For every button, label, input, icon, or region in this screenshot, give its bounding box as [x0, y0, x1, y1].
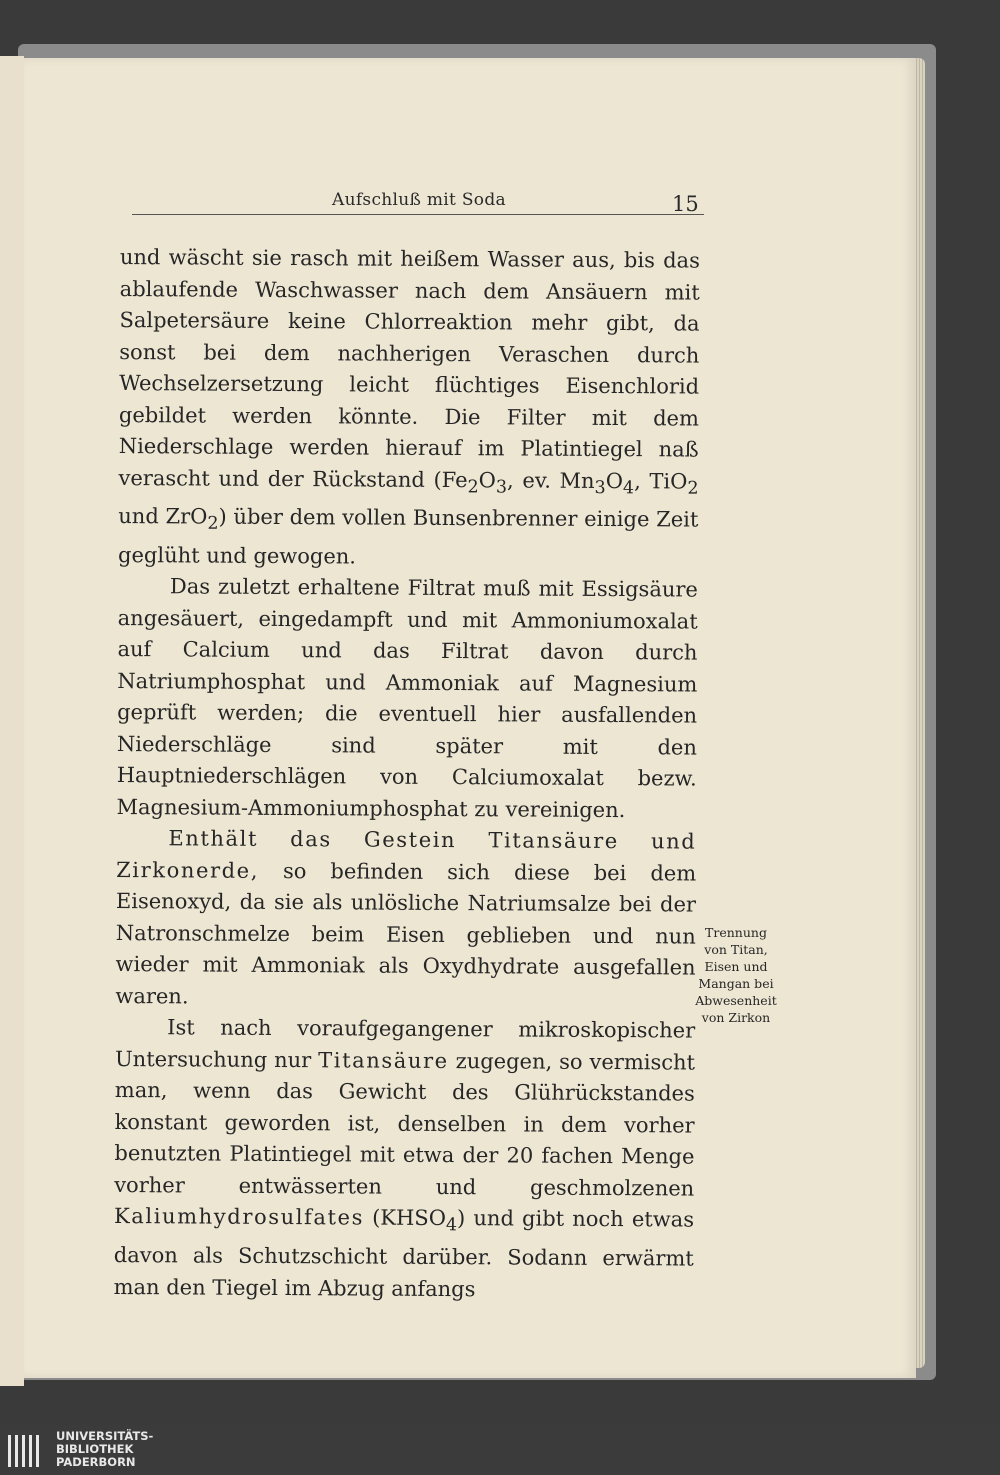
- margin-note-line: Eisen und: [704, 959, 768, 974]
- emphasis-text: Enthält das Gestein Titansäure und Zirkonerde,: [116, 826, 697, 883]
- library-name-line: PADERBORN: [56, 1455, 136, 1469]
- paragraph-4: [114, 1012, 696, 1306]
- text-run: O: [478, 467, 497, 492]
- paragraph-2: Das zuletzt erhaltene Filtrat muß mit Essigsäure angesäuert, eingedampft und mit Ammoniumoxalat auf Calcium und das Filtrat davon durch Natriumphosphat und Ammoniak auf Magnesium geprüft werden; die eventuell hier ausfallenden Niederschläge sind später mit den Hauptniederschlägen von Calciumoxalat bezw. Magnesium-Ammoniumphosphat zu vereinigen.: [116, 574, 698, 822]
- library-name: [56, 1430, 153, 1469]
- text-run: ) über dem vollen Bunsenbrenner einige Zeit geglüht und gewogen.: [118, 504, 699, 569]
- margin-note-line: Abwesenheit: [695, 993, 777, 1008]
- text-run: (KHSO: [363, 1205, 447, 1231]
- paragraph-1: [118, 242, 700, 575]
- text-run: ) und gibt noch etwas davon als Schutzschicht darüber. Sodann erwärmt man den Tiegel im Abzug anfangs: [113, 1206, 695, 1301]
- page-header: [132, 186, 704, 215]
- running-title: Aufschluß mit Soda: [332, 190, 506, 210]
- emphasis-text: Kaliumhydrosulfates: [113, 1204, 365, 1230]
- margin-note-line: von Zirkon: [701, 1010, 771, 1025]
- library-footer: [0, 1425, 1000, 1475]
- subscript: 2: [207, 513, 219, 534]
- text-run: , TiO: [634, 468, 688, 493]
- text-run: O: [605, 468, 624, 493]
- subscript: 2: [467, 476, 479, 497]
- text-run: , ev. Mn: [507, 467, 595, 493]
- emphasis-text: Titansäure: [318, 1048, 449, 1073]
- margin-note: [688, 924, 784, 1026]
- subscript: 2: [687, 478, 699, 499]
- margin-note-line: Mangan bei: [698, 976, 774, 991]
- body-text: [114, 242, 700, 1307]
- library-name-line: BIBLIOTHEK: [56, 1442, 134, 1456]
- subscript: 3: [594, 477, 606, 498]
- page-number: 15: [672, 192, 699, 216]
- margin-note-line: Trennung: [705, 925, 767, 940]
- subscript: 3: [495, 476, 508, 498]
- text-run: und ZrO: [118, 504, 208, 529]
- subscript: 4: [622, 477, 635, 498]
- book-page: [24, 58, 916, 1378]
- text-run: zugegen, so vermischt man, wenn das Gewicht des Glührückstandes konstant geworden ist, denselben in dem vorher benutzten Platintiegel mit etwa der 20 fachen Menge vorher entwässerten und geschmolzenen: [114, 1048, 696, 1201]
- text-run: und wäscht sie rasch mit heißem Wasser aus, bis das ablaufende Waschwasser nach dem Ansäuern mit Salpetersäure keine Chlorreaktion mehr gibt, da sonst bei dem nachherigen Veraschen durch Wechselzersetzung leicht flüchtiges Eisenchlorid gebildet werden könnte. Die Filter mit dem Niederschlage werden hierauf im Platintiegel naß verascht und der Rückstand (Fe: [118, 244, 700, 492]
- margin-note-line: von Titan,: [704, 942, 768, 957]
- subscript: 4: [445, 1215, 458, 1236]
- left-page-edge: [0, 56, 24, 1386]
- library-logo-icon: [6, 1431, 46, 1471]
- paragraph-3: [115, 823, 696, 1016]
- text-run: Ist nach voraufgegangener mikroskopischer Untersuchung nur: [114, 1015, 696, 1073]
- library-name-line: UNIVERSITÄTS-: [56, 1429, 154, 1443]
- text-run: so befinden sich diese bei dem Eisenoxyd, da sie als unlösliche Natriumsalze bei der Natronschmelze beim Eisen geblieben und nun wieder mit Ammoniak als Oxydhydrate ausgefallen waren.: [115, 858, 697, 1009]
